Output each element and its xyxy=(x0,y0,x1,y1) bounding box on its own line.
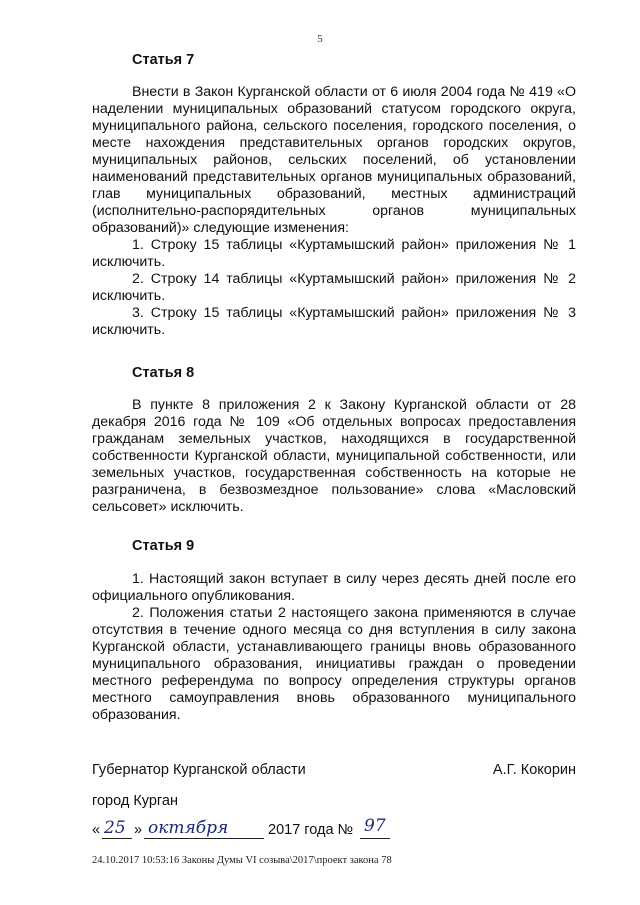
article-9-heading: Статья 9 xyxy=(132,538,195,554)
date-day: 25 xyxy=(104,818,126,838)
date-line xyxy=(92,818,572,846)
date-close-quote: » xyxy=(134,822,143,838)
article-9-item-1: 1. Настоящий закон вступает в силу через десять дней после его официального опубликования. xyxy=(92,571,576,604)
article-8-heading: Статья 8 xyxy=(132,365,195,381)
article-7-item-2: 2. Строку 14 таблицы «Куртамышский район» приложения № 2 исключить. xyxy=(92,271,576,304)
article-7-item-3: 3. Строку 15 таблицы «Куртамышский район» приложения № 3 исключить. xyxy=(92,305,576,338)
article-7-item-1: 1. Строку 15 таблицы «Куртамышский район» приложения № 1 исключить. xyxy=(92,237,576,270)
number-underline xyxy=(360,838,390,839)
article-7-heading: Статья 7 xyxy=(132,52,195,68)
law-number: 97 xyxy=(364,816,386,836)
article-9-item-2: 2. Положения статьи 2 настоящего закона применяются в случае отсутствия в течение одного месяца со дня вступления в силу закона Курганской области, устанавливающего границы вновь образованного муниципального образования, инициативы граждан о проведении местного референдума по вопросу определения структуры органов местного самоуправления вновь образованного муниципального образования. xyxy=(92,605,576,723)
date-year-text: 2017 года № xyxy=(268,822,354,838)
article-8-text: В пункте 8 приложения 2 к Закону Курганской области от 28 декабря 2016 года № 109 «Об отдельных вопросах предоставления гражданам земельных участков, находящихся в государственной собственности Курганской области, муниципальной собственности, или земельных участков, государственная собственность на которые не разграничена, в безвозмездное пользование» слова «Масловский сельсовет» исключить. xyxy=(92,397,576,515)
date-month: октября xyxy=(148,818,229,838)
day-underline xyxy=(102,838,132,839)
city: город Курган xyxy=(92,793,178,809)
article-7-intro: Внести в Закон Курганской области от 6 июля 2004 года № 419 «О наделении муниципальных образований статусом городского округа, муниципального района, сельского поселения, городского поселения, о месте нахождения представительных органов городских округов, муниципальных районов, сельских поселений, об установлении наименований представительных органов муниципальных образований, глав муниципальных образований, местных администраций (исполнительно-распорядительных органов муниципальных образований)» следующие изменения: xyxy=(92,84,576,236)
signature-name: А.Г. Кокорин xyxy=(492,762,576,778)
page-number: 5 xyxy=(317,33,323,45)
signature-title: Губернатор Курганской области xyxy=(92,762,306,778)
file-path-footer: 24.10.2017 10:53:16 Законы Думы VI созыва\2017\проект закона 78 xyxy=(92,855,392,866)
date-open-quote: « xyxy=(92,822,101,838)
month-underline xyxy=(144,838,264,839)
